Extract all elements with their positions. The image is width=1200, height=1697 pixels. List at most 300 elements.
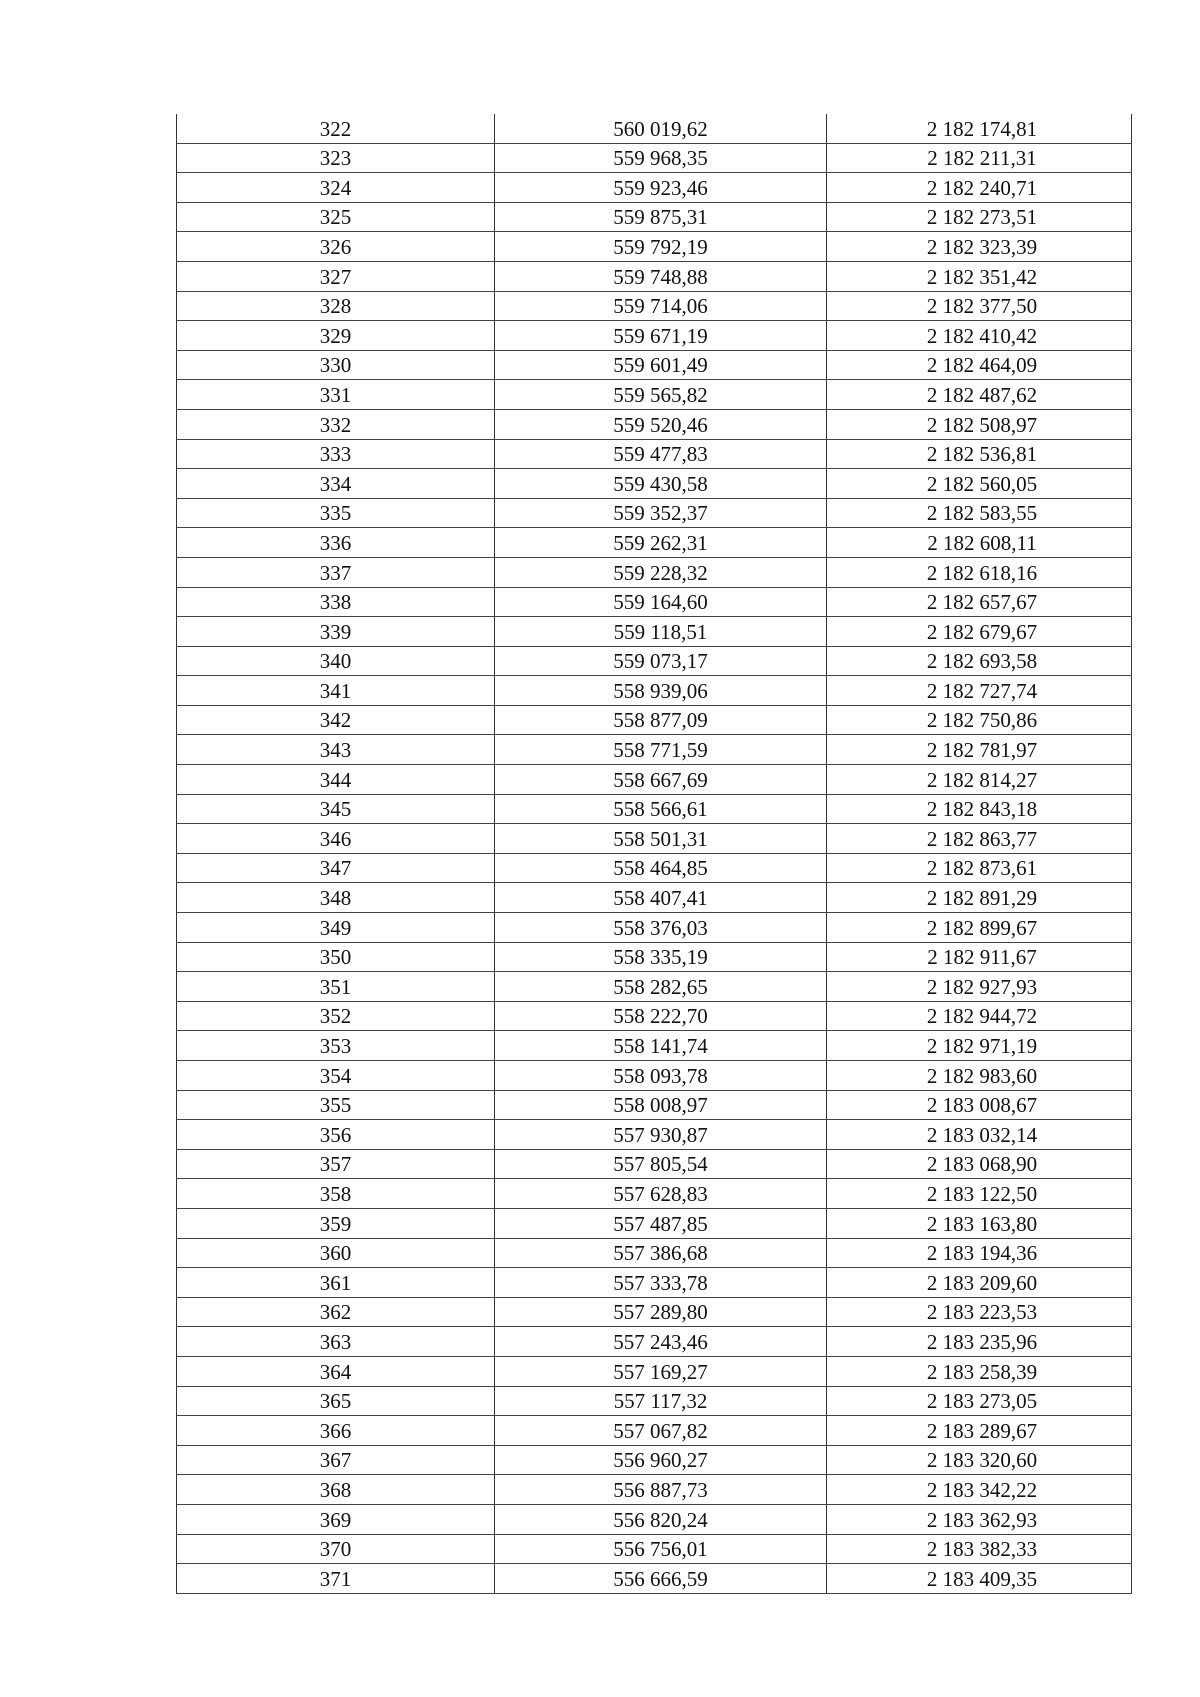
table-row (177, 469, 1132, 499)
cell-text: 356 (319, 1122, 352, 1147)
cell-text: 560 019,62 (613, 116, 708, 141)
point-number-cell (177, 232, 495, 262)
cell-text: 2 182 174,81 (926, 116, 1038, 141)
table-row (177, 676, 1132, 706)
table-row (177, 143, 1132, 173)
x-coordinate-cell (495, 232, 827, 262)
y-coordinate-cell (827, 765, 1132, 795)
y-coordinate-cell (827, 1386, 1132, 1416)
table-row (177, 853, 1132, 883)
point-number-cell (177, 380, 495, 410)
point-number-cell (177, 498, 495, 528)
cell-text: 559 968,35 (613, 146, 708, 171)
x-coordinate-cell (495, 114, 827, 143)
x-coordinate-cell (495, 1208, 827, 1238)
point-number-cell (177, 824, 495, 854)
cell-text: 559 714,06 (613, 294, 708, 319)
cell-text: 2 183 382,33 (926, 1537, 1038, 1562)
cell-text: 558 093,78 (613, 1063, 708, 1088)
y-coordinate-cell (827, 676, 1132, 706)
cell-text: 323 (319, 146, 352, 171)
cell-text: 364 (319, 1359, 352, 1384)
coordinates-table-body (177, 114, 1132, 1593)
cell-text: 2 182 323,39 (926, 234, 1038, 259)
cell-text: 557 289,80 (613, 1300, 708, 1325)
cell-text: 558 335,19 (613, 945, 708, 970)
cell-text: 371 (319, 1566, 352, 1591)
cell-text: 2 182 814,27 (926, 767, 1038, 792)
x-coordinate-cell (495, 261, 827, 291)
cell-text: 2 182 679,67 (926, 619, 1038, 644)
cell-text: 558 008,97 (613, 1093, 708, 1118)
x-coordinate-cell (495, 1327, 827, 1357)
x-coordinate-cell (495, 1090, 827, 1120)
cell-text: 351 (319, 974, 352, 999)
point-number-cell (177, 261, 495, 291)
table-row (177, 1061, 1132, 1091)
point-number-cell (177, 350, 495, 380)
cell-text: 335 (319, 501, 352, 526)
x-coordinate-cell (495, 1001, 827, 1031)
point-number-cell (177, 1297, 495, 1327)
y-coordinate-cell (827, 498, 1132, 528)
table-row (177, 705, 1132, 735)
y-coordinate-cell (827, 1061, 1132, 1091)
y-coordinate-cell (827, 1268, 1132, 1298)
table-row (177, 1445, 1132, 1475)
table-row (177, 528, 1132, 558)
y-coordinate-cell (827, 1001, 1132, 1031)
cell-text: 324 (319, 175, 352, 200)
point-number-cell (177, 173, 495, 203)
y-coordinate-cell (827, 1564, 1132, 1594)
x-coordinate-cell (495, 557, 827, 587)
table-row (177, 1268, 1132, 1298)
cell-text: 340 (319, 649, 352, 674)
cell-text: 559 520,46 (613, 412, 708, 437)
cell-text: 557 487,85 (613, 1211, 708, 1236)
y-coordinate-cell (827, 1504, 1132, 1534)
x-coordinate-cell (495, 1475, 827, 1505)
cell-text: 2 183 409,35 (926, 1566, 1038, 1591)
point-number-cell (177, 321, 495, 351)
y-coordinate-cell (827, 853, 1132, 883)
x-coordinate-cell (495, 291, 827, 321)
table-row (177, 1149, 1132, 1179)
y-coordinate-cell (827, 883, 1132, 913)
x-coordinate-cell (495, 173, 827, 203)
y-coordinate-cell (827, 1208, 1132, 1238)
cell-text: 2 182 971,19 (926, 1034, 1038, 1058)
cell-text: 556 756,01 (613, 1537, 708, 1562)
table-row (177, 1297, 1132, 1327)
cell-text: 330 (319, 353, 352, 378)
x-coordinate-cell (495, 646, 827, 676)
cell-text: 557 169,27 (613, 1359, 708, 1384)
x-coordinate-cell (495, 1445, 827, 1475)
cell-text: 2 182 536,81 (926, 442, 1038, 467)
y-coordinate-cell (827, 1031, 1132, 1061)
cell-text: 556 820,24 (613, 1507, 708, 1532)
cell-text: 2 183 342,22 (926, 1477, 1038, 1502)
cell-text: 2 183 008,67 (926, 1093, 1038, 1118)
cell-text: 559 164,60 (613, 590, 708, 615)
cell-text: 557 243,46 (613, 1329, 708, 1354)
y-coordinate-cell (827, 617, 1132, 647)
y-coordinate-cell (827, 1238, 1132, 1268)
y-coordinate-cell (827, 350, 1132, 380)
y-coordinate-cell (827, 409, 1132, 439)
x-coordinate-cell (495, 380, 827, 410)
x-coordinate-cell (495, 1504, 827, 1534)
point-number-cell (177, 646, 495, 676)
x-coordinate-cell (495, 498, 827, 528)
cell-text: 2 182 843,18 (926, 797, 1038, 822)
cell-text: 347 (319, 856, 352, 881)
cell-text: 363 (319, 1329, 352, 1354)
y-coordinate-cell (827, 1120, 1132, 1150)
x-coordinate-cell (495, 1031, 827, 1061)
y-coordinate-cell (827, 646, 1132, 676)
y-coordinate-cell (827, 528, 1132, 558)
cell-text: 558 464,85 (613, 856, 708, 881)
y-coordinate-cell (827, 1327, 1132, 1357)
cell-text: 326 (319, 234, 352, 259)
cell-text: 2 182 211,31 (927, 146, 1037, 171)
x-coordinate-cell (495, 705, 827, 735)
table-row (177, 942, 1132, 972)
point-number-cell (177, 765, 495, 795)
point-number-cell (177, 705, 495, 735)
table-row (177, 1504, 1132, 1534)
cell-text: 557 805,54 (613, 1152, 708, 1177)
cell-text: 369 (319, 1507, 352, 1532)
cell-text: 2 183 362,93 (926, 1507, 1038, 1532)
y-coordinate-cell (827, 291, 1132, 321)
point-number-cell (177, 853, 495, 883)
x-coordinate-cell (495, 1238, 827, 1268)
point-number-cell (177, 143, 495, 173)
cell-text: 2 183 273,05 (926, 1389, 1038, 1414)
point-number-cell (177, 735, 495, 765)
cell-text: 558 501,31 (613, 826, 708, 851)
x-coordinate-cell (495, 1120, 827, 1150)
x-coordinate-cell (495, 1179, 827, 1209)
x-coordinate-cell (495, 765, 827, 795)
cell-text: 559 352,37 (613, 501, 708, 526)
point-number-cell (177, 469, 495, 499)
y-coordinate-cell (827, 232, 1132, 262)
cell-text: 2 182 583,55 (926, 501, 1038, 526)
coordinates-table (176, 114, 1132, 1594)
y-coordinate-cell (827, 735, 1132, 765)
cell-text: 556 887,73 (613, 1477, 708, 1502)
cell-text: 558 667,69 (613, 767, 708, 792)
table-row (177, 202, 1132, 232)
table-row (177, 735, 1132, 765)
cell-text: 352 (319, 1004, 352, 1029)
cell-text: 2 183 223,53 (926, 1300, 1038, 1325)
cell-text: 359 (319, 1211, 352, 1236)
cell-text: 2 182 240,71 (926, 175, 1038, 200)
point-number-cell (177, 1386, 495, 1416)
cell-text: 360 (319, 1241, 352, 1266)
cell-text: 337 (319, 560, 352, 585)
table-row (177, 1208, 1132, 1238)
cell-text: 362 (319, 1300, 352, 1325)
table-row (177, 972, 1132, 1002)
cell-text: 558 407,41 (613, 886, 708, 911)
cell-text: 557 333,78 (613, 1270, 708, 1295)
y-coordinate-cell (827, 942, 1132, 972)
cell-text: 2 182 899,67 (926, 915, 1038, 940)
table-row (177, 587, 1132, 617)
cell-text: 2 182 983,60 (926, 1063, 1038, 1088)
y-coordinate-cell (827, 1534, 1132, 1564)
table-row (177, 1564, 1132, 1594)
y-coordinate-cell (827, 587, 1132, 617)
cell-text: 2 182 410,42 (926, 323, 1038, 348)
cell-text: 358 (319, 1181, 352, 1206)
y-coordinate-cell (827, 380, 1132, 410)
cell-text: 327 (319, 264, 352, 289)
cell-text: 357 (319, 1152, 352, 1177)
cell-text: 2 182 560,05 (926, 471, 1038, 496)
cell-text: 559 671,19 (613, 323, 708, 348)
cell-text: 345 (319, 797, 352, 822)
y-coordinate-cell (827, 173, 1132, 203)
y-coordinate-cell (827, 1356, 1132, 1386)
point-number-cell (177, 1564, 495, 1594)
cell-text: 355 (319, 1093, 352, 1118)
cell-text: 556 960,27 (613, 1448, 708, 1473)
cell-text: 2 183 068,90 (926, 1152, 1038, 1177)
point-number-cell (177, 1416, 495, 1446)
cell-text: 2 183 032,14 (926, 1122, 1038, 1147)
x-coordinate-cell (495, 913, 827, 943)
x-coordinate-cell (495, 1297, 827, 1327)
point-number-cell (177, 291, 495, 321)
point-number-cell (177, 1149, 495, 1179)
cell-text: 338 (319, 590, 352, 615)
point-number-cell (177, 676, 495, 706)
y-coordinate-cell (827, 913, 1132, 943)
cell-text: 341 (319, 678, 352, 703)
y-coordinate-cell (827, 1445, 1132, 1475)
table-row (177, 617, 1132, 647)
y-coordinate-cell (827, 261, 1132, 291)
x-coordinate-cell (495, 1564, 827, 1594)
table-row (177, 380, 1132, 410)
y-coordinate-cell (827, 321, 1132, 351)
cell-text: 557 628,83 (613, 1181, 708, 1206)
cell-text: 2 183 194,36 (926, 1241, 1038, 1266)
cell-text: 556 666,59 (613, 1566, 708, 1591)
table-row (177, 321, 1132, 351)
point-number-cell (177, 1268, 495, 1298)
table-row (177, 1386, 1132, 1416)
x-coordinate-cell (495, 676, 827, 706)
table-row (177, 557, 1132, 587)
cell-text: 559 073,17 (613, 649, 708, 674)
cell-text: 2 182 351,42 (926, 264, 1038, 289)
cell-text: 336 (319, 530, 352, 555)
cell-text: 559 118,51 (613, 619, 708, 644)
y-coordinate-cell (827, 1090, 1132, 1120)
cell-text: 344 (319, 767, 352, 792)
cell-text: 343 (319, 738, 352, 763)
cell-text: 2 182 508,97 (926, 412, 1038, 437)
cell-text: 2 182 727,74 (926, 678, 1038, 703)
x-coordinate-cell (495, 1149, 827, 1179)
point-number-cell (177, 913, 495, 943)
cell-text: 2 182 781,97 (926, 738, 1038, 763)
cell-text: 354 (319, 1063, 352, 1088)
x-coordinate-cell (495, 1416, 827, 1446)
cell-text: 559 923,46 (613, 175, 708, 200)
cell-text: 559 430,58 (613, 471, 708, 496)
cell-text: 2 183 289,67 (926, 1418, 1038, 1443)
cell-text: 339 (319, 619, 352, 644)
cell-text: 2 182 608,11 (927, 530, 1037, 555)
cell-text: 2 183 258,39 (926, 1359, 1038, 1384)
y-coordinate-cell (827, 1297, 1132, 1327)
y-coordinate-cell (827, 705, 1132, 735)
cell-text: 353 (319, 1034, 352, 1058)
point-number-cell (177, 1238, 495, 1268)
point-number-cell (177, 528, 495, 558)
x-coordinate-cell (495, 1356, 827, 1386)
table-row (177, 824, 1132, 854)
cell-text: 557 386,68 (613, 1241, 708, 1266)
table-row (177, 1031, 1132, 1061)
x-coordinate-cell (495, 1268, 827, 1298)
x-coordinate-cell (495, 1386, 827, 1416)
cell-text: 2 182 487,62 (926, 382, 1038, 407)
cell-text: 328 (319, 294, 352, 319)
point-number-cell (177, 883, 495, 913)
x-coordinate-cell (495, 528, 827, 558)
cell-text: 366 (319, 1418, 352, 1443)
cell-text: 331 (319, 382, 352, 407)
cell-text: 2 182 944,72 (926, 1004, 1038, 1029)
table-row (177, 1001, 1132, 1031)
point-number-cell (177, 617, 495, 647)
cell-text: 2 182 750,86 (926, 708, 1038, 733)
table-row (177, 1534, 1132, 1564)
y-coordinate-cell (827, 1179, 1132, 1209)
cell-text: 2 182 377,50 (926, 294, 1038, 319)
point-number-cell (177, 1031, 495, 1061)
cell-text: 558 566,61 (613, 797, 708, 822)
point-number-cell (177, 1179, 495, 1209)
point-number-cell (177, 1356, 495, 1386)
x-coordinate-cell (495, 1534, 827, 1564)
cell-text: 322 (319, 116, 352, 141)
cell-text: 2 182 863,77 (926, 826, 1038, 851)
cell-text: 2 182 618,16 (926, 560, 1038, 585)
point-number-cell (177, 202, 495, 232)
cell-text: 342 (319, 708, 352, 733)
x-coordinate-cell (495, 587, 827, 617)
cell-text: 2 183 163,80 (926, 1211, 1038, 1236)
cell-text: 333 (319, 442, 352, 467)
cell-text: 2 183 122,50 (926, 1181, 1038, 1206)
point-number-cell (177, 1534, 495, 1564)
cell-text: 370 (319, 1537, 352, 1562)
cell-text: 2 182 693,58 (926, 649, 1038, 674)
cell-text: 365 (319, 1389, 352, 1414)
table-row (177, 1120, 1132, 1150)
cell-text: 349 (319, 915, 352, 940)
table-row (177, 1238, 1132, 1268)
table-row (177, 794, 1132, 824)
cell-text: 329 (319, 323, 352, 348)
table-row (177, 1475, 1132, 1505)
x-coordinate-cell (495, 972, 827, 1002)
point-number-cell (177, 1208, 495, 1238)
cell-text: 325 (319, 205, 352, 230)
cell-text: 558 141,74 (613, 1034, 708, 1058)
x-coordinate-cell (495, 617, 827, 647)
cell-text: 2 182 464,09 (926, 353, 1038, 378)
table-row (177, 173, 1132, 203)
cell-text: 559 565,82 (613, 382, 708, 407)
x-coordinate-cell (495, 143, 827, 173)
cell-text: 2 182 657,67 (926, 590, 1038, 615)
y-coordinate-cell (827, 794, 1132, 824)
x-coordinate-cell (495, 469, 827, 499)
cell-text: 348 (319, 886, 352, 911)
y-coordinate-cell (827, 824, 1132, 854)
y-coordinate-cell (827, 143, 1132, 173)
y-coordinate-cell (827, 114, 1132, 143)
cell-text: 368 (319, 1477, 352, 1502)
cell-text: 361 (319, 1270, 352, 1295)
point-number-cell (177, 1001, 495, 1031)
table-row (177, 913, 1132, 943)
cell-text: 2 182 873,61 (926, 856, 1038, 881)
point-number-cell (177, 1061, 495, 1091)
x-coordinate-cell (495, 824, 827, 854)
y-coordinate-cell (827, 469, 1132, 499)
point-number-cell (177, 1090, 495, 1120)
cell-text: 2 182 273,51 (926, 205, 1038, 230)
table-row (177, 646, 1132, 676)
table-row (177, 350, 1132, 380)
table-row (177, 1356, 1132, 1386)
point-number-cell (177, 557, 495, 587)
cell-text: 559 875,31 (613, 205, 708, 230)
point-number-cell (177, 972, 495, 1002)
cell-text: 332 (319, 412, 352, 437)
point-number-cell (177, 1504, 495, 1534)
cell-text: 557 930,87 (613, 1122, 708, 1147)
cell-text: 559 477,83 (613, 442, 708, 467)
table-row (177, 1416, 1132, 1446)
cell-text: 558 222,70 (613, 1004, 708, 1029)
cell-text: 559 262,31 (613, 530, 708, 555)
point-number-cell (177, 942, 495, 972)
table-row (177, 114, 1132, 143)
table-row (177, 883, 1132, 913)
point-number-cell (177, 1445, 495, 1475)
cell-text: 559 601,49 (613, 353, 708, 378)
x-coordinate-cell (495, 409, 827, 439)
point-number-cell (177, 587, 495, 617)
cell-text: 557 117,32 (613, 1389, 708, 1414)
x-coordinate-cell (495, 883, 827, 913)
